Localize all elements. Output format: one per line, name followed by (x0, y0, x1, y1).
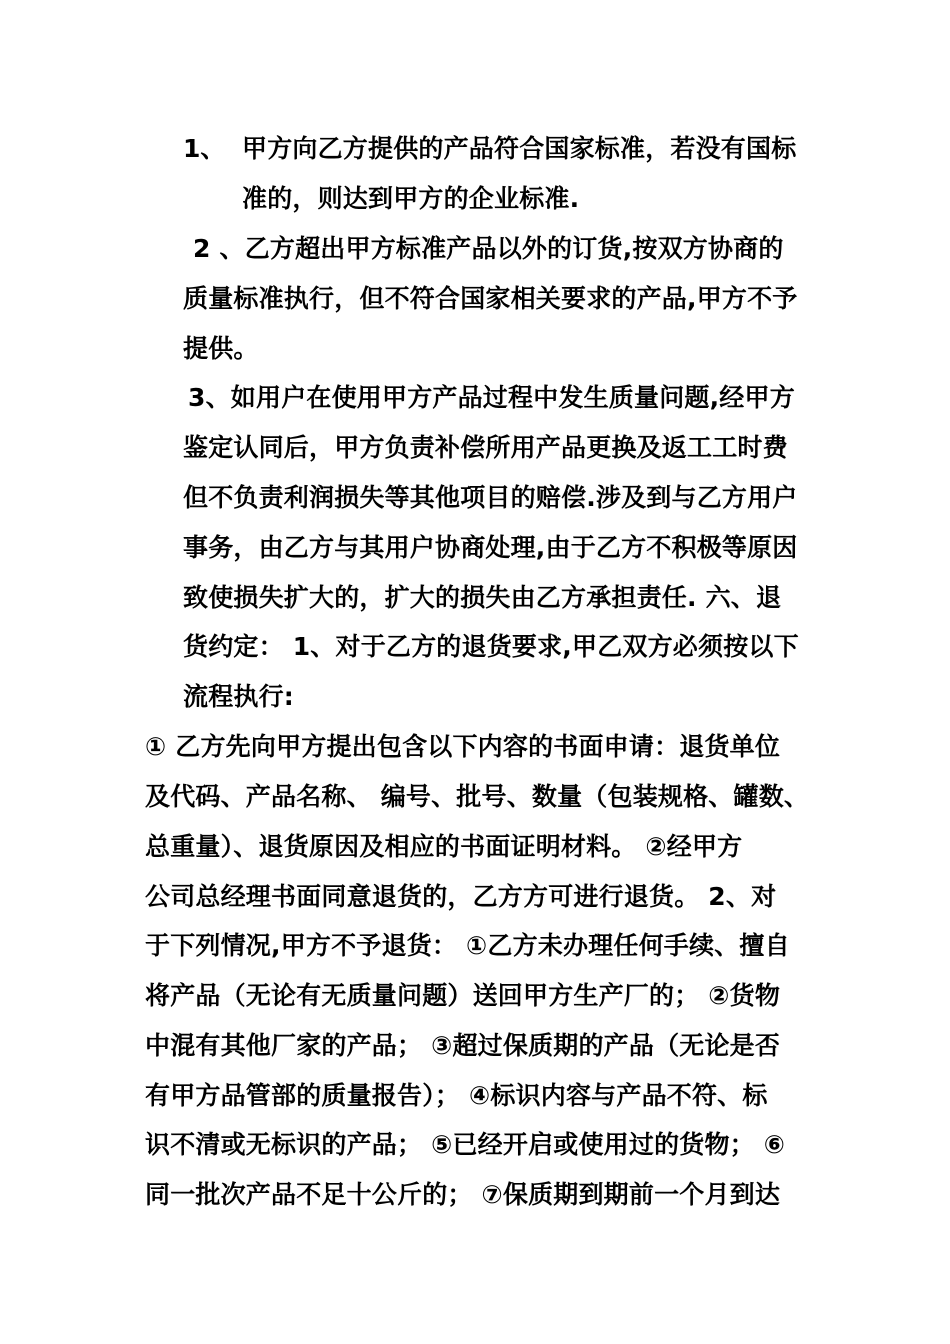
item-3-line-4: 事务，由乙方与其用户协商处理,由于乙方不积极等原因 (183, 533, 798, 562)
item-2-line-1: 2 、乙方超出甲方标准产品以外的订货,按双方协商的 (193, 234, 784, 263)
item-3-line-3: 但不负责利润损失等其他项目的赔偿.涉及到与乙方用户 (183, 483, 798, 512)
returns-line-10: 同一批次产品不足十公斤的； ⑦保质期到期前一个月到达 (145, 1180, 781, 1209)
returns-line-6: 将产品（无论有无质量问题）送回甲方生产厂的； ②货物 (145, 981, 781, 1010)
returns-line-5: 于下列情况,甲方不予退货： ①乙方未办理任何手续、擅自 (145, 931, 790, 960)
item-2-line-3: 提供。 (183, 334, 259, 363)
returns-line-7: 中混有其他厂家的产品； ③超过保质期的产品（无论是否 (145, 1031, 781, 1060)
item-3-line-7: 流程执行: (183, 682, 294, 711)
item-3-line-2: 鉴定认同后，甲方负责补偿所用产品更换及返工工时费 (183, 433, 788, 462)
returns-line-9: 识不清或无标识的产品； ⑤已经开启或使用过的货物； ⑥ (145, 1130, 786, 1159)
item-1-line-2: 准的，则达到甲方的企业标准. (242, 184, 580, 213)
item-2-line-2: 质量标准执行，但不符合国家相关要求的产品,甲方不予 (183, 284, 798, 313)
returns-line-8: 有甲方品管部的质量报告）； ④标识内容与产品不符、标 (145, 1081, 768, 1110)
item-3-line-5: 致使损失扩大的，扩大的损失由乙方承担责任. 六、退 (183, 583, 782, 612)
item-1-line-1: 甲方向乙方提供的产品符合国家标准，若没有国标 (242, 134, 797, 163)
returns-line-2: 及代码、产品名称、 编号、批号、数量（包装规格、罐数、 (145, 782, 810, 811)
returns-line-1: ① 乙方先向甲方提出包含以下内容的书面申请：退货单位 (145, 732, 781, 761)
item-1-number: 1、 (183, 134, 226, 163)
item-3-line-1: 3、如用户在使用甲方产品过程中发生质量问题,经甲方 (188, 383, 795, 412)
returns-line-4: 公司总经理书面同意退货的，乙方方可进行退货。 2、对 (145, 882, 777, 911)
item-3-line-6: 货约定： 1、对于乙方的退货要求,甲乙双方必须按以下 (183, 632, 799, 661)
returns-line-3: 总重量）、退货原因及相应的书面证明材料。 ②经甲方 (145, 832, 743, 861)
